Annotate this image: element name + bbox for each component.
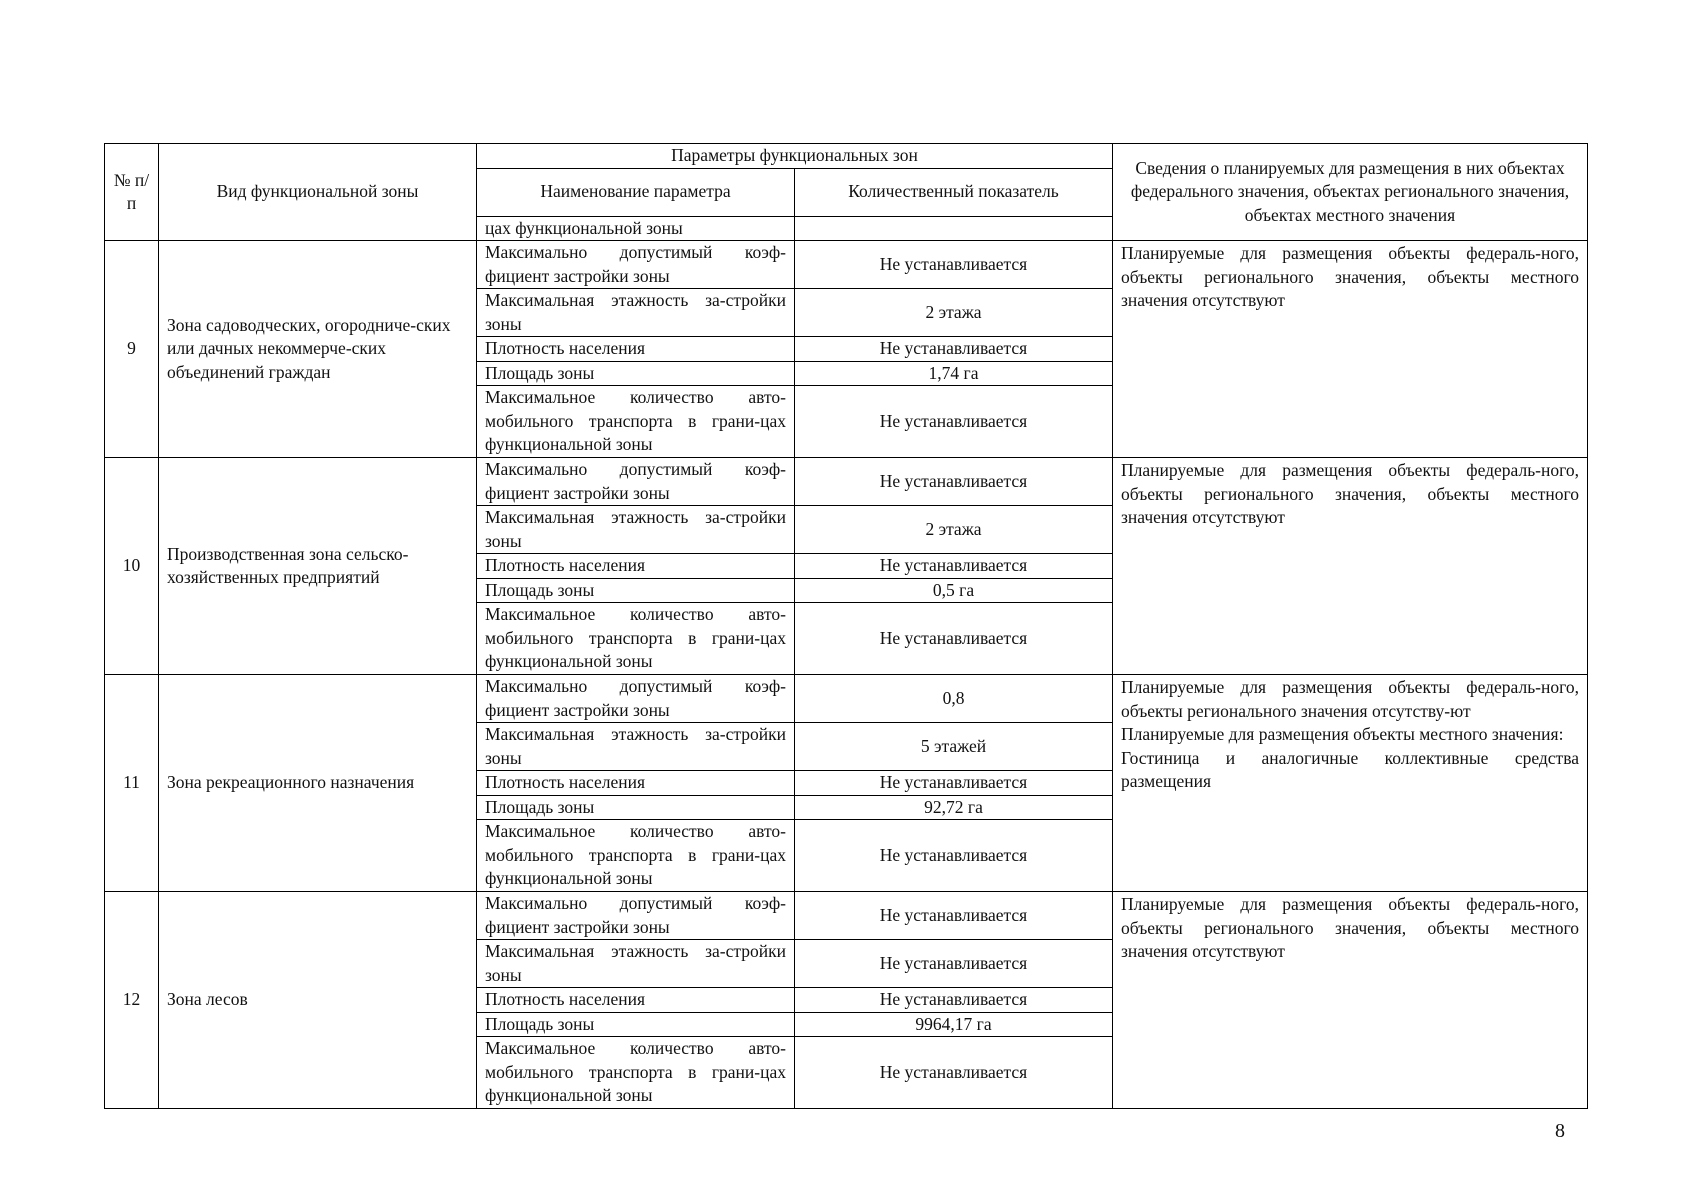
param-value: Не устанавливается: [795, 892, 1113, 940]
planned-objects-paragraph: Планируемые для размещения объекты местного значения:: [1121, 724, 1564, 744]
zone-number: 9: [105, 241, 159, 458]
planned-objects: [1113, 241, 1588, 458]
zone-number: 10: [105, 458, 159, 675]
zone-type: Зона садоводческих, огородниче-ских или дачных некоммерче-ских объединений граждан: [159, 241, 477, 458]
param-name: Плотность населения: [477, 771, 795, 796]
header-zone-type: Вид функциональной зоны: [159, 144, 477, 241]
param-value: Не устанавливается: [795, 337, 1113, 362]
param-value: 9964,17 га: [795, 1012, 1113, 1037]
param-value: 2 этажа: [795, 506, 1113, 554]
param-value: 0,8: [795, 675, 1113, 723]
param-value: Не устанавливается: [795, 241, 1113, 289]
functional-zones-table: [104, 143, 1588, 1109]
param-name: Максимальное количество авто-мобильного транспорта в грани-цах функциональной зоны: [477, 820, 795, 892]
param-name: Плотность населения: [477, 988, 795, 1013]
param-name: Максимально допустимый коэф-фициент застройки зоны: [477, 241, 795, 289]
param-value: Не устанавливается: [795, 940, 1113, 988]
table-row: [105, 675, 1588, 723]
page-number: 8: [1555, 1120, 1565, 1142]
param-value: Не устанавливается: [795, 771, 1113, 796]
table-row: [105, 241, 1588, 289]
header-params-group: Параметры функциональных зон: [477, 144, 1113, 169]
planned-objects: [1113, 675, 1588, 892]
table-row: [105, 892, 1588, 940]
document-page: [104, 143, 1587, 1142]
param-name: Максимально допустимый коэф-фициент застройки зоны: [477, 675, 795, 723]
param-value: Не устанавливается: [795, 554, 1113, 579]
header-param-value: Количественный показатель: [795, 168, 1113, 216]
param-name: Плотность населения: [477, 554, 795, 579]
param-name: Максимальное количество авто-мобильного транспорта в грани-цах функциональной зоны: [477, 386, 795, 458]
param-value: 2 этажа: [795, 289, 1113, 337]
param-value: Не устанавливается: [795, 386, 1113, 458]
param-name: Максимальная этажность за-стройки зоны: [477, 506, 795, 554]
zone-number: 11: [105, 675, 159, 892]
param-value: Не устанавливается: [795, 820, 1113, 892]
header-param-name: Наименование параметра: [477, 168, 795, 216]
zone-type: Производственная зона сельско-хозяйственных предприятий: [159, 458, 477, 675]
planned-objects: [1113, 458, 1588, 675]
param-value: Не устанавливается: [795, 988, 1113, 1013]
param-name: Плотность населения: [477, 337, 795, 362]
param-value: Не устанавливается: [795, 458, 1113, 506]
planned-objects-paragraph: Планируемые для размещения объекты федераль-ного, объекты регионального значения отсутству-ют: [1121, 677, 1579, 721]
param-name: Максимальное количество авто-мобильного транспорта в грани-цах функциональной зоны: [477, 1037, 795, 1109]
param-value: 5 этажей: [795, 723, 1113, 771]
planned-objects-paragraph: Планируемые для размещения объекты федераль-ного, объекты регионального значения, объекты местного значения отсутствуют: [1121, 460, 1579, 527]
param-name: Максимально допустимый коэф-фициент застройки зоны: [477, 458, 795, 506]
header-objects: Сведения о планируемых для размещения в них объектах федерального значения, объектах регионального значения, объектах местного значения: [1113, 144, 1588, 241]
continuation-value: [795, 216, 1113, 241]
table-row: [105, 458, 1588, 506]
param-name: Максимальная этажность за-стройки зоны: [477, 289, 795, 337]
param-name: Площадь зоны: [477, 1012, 795, 1037]
planned-objects-paragraph: Планируемые для размещения объекты федераль-ного, объекты регионального значения, объекты местного значения отсутствуют: [1121, 243, 1579, 310]
param-value: 1,74 га: [795, 361, 1113, 386]
zone-type: Зона лесов: [159, 892, 477, 1109]
planned-objects: [1113, 892, 1588, 1109]
zone-type: Зона рекреационного назначения: [159, 675, 477, 892]
header-num: № п/п: [105, 144, 159, 241]
param-name: Площадь зоны: [477, 795, 795, 820]
param-name: Максимальная этажность за-стройки зоны: [477, 940, 795, 988]
zone-number: 12: [105, 892, 159, 1109]
param-name: Площадь зоны: [477, 578, 795, 603]
header-row: [105, 144, 1588, 169]
param-value: 0,5 га: [795, 578, 1113, 603]
continuation-param: цах функциональной зоны: [477, 216, 795, 241]
param-name: Максимальная этажность за-стройки зоны: [477, 723, 795, 771]
planned-objects-paragraph: Планируемые для размещения объекты федераль-ного, объекты регионального значения, объекты местного значения отсутствуют: [1121, 894, 1579, 961]
param-value: Не устанавливается: [795, 603, 1113, 675]
param-name: Максимальное количество авто-мобильного транспорта в грани-цах функциональной зоны: [477, 603, 795, 675]
param-value: Не устанавливается: [795, 1037, 1113, 1109]
param-value: 92,72 га: [795, 795, 1113, 820]
planned-objects-paragraph: Гостиница и аналогичные коллективные средства размещения: [1121, 747, 1579, 791]
param-name: Максимально допустимый коэф-фициент застройки зоны: [477, 892, 795, 940]
param-name: Площадь зоны: [477, 361, 795, 386]
